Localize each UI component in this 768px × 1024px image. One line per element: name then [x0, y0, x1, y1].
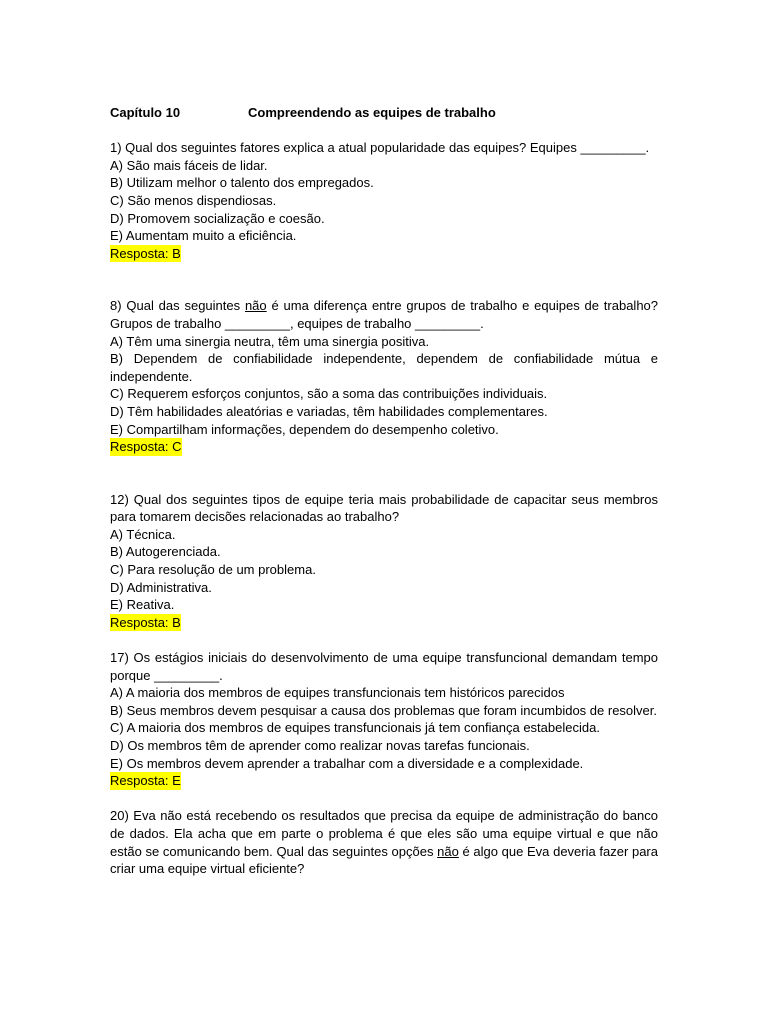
option-c: C) A maioria dos membros de equipes transfuncionais já tem confiança estabelecida.: [110, 720, 600, 736]
chapter-number: Capítulo 10: [110, 105, 181, 120]
question-20: [110, 807, 658, 877]
underlined-word: não: [244, 298, 267, 314]
question-text: 8) Qual das seguintes não é uma diferença entre grupos de trabalho e equipes de trabalho? Grupos de trabalho _________, equipes de trabalho _________.: [110, 298, 659, 331]
answer-highlight: Resposta: B: [110, 245, 181, 261]
question-1: [110, 139, 658, 262]
option-c: C) São menos dispendiosas.: [110, 192, 277, 208]
option-b: B) Dependem de confiabilidade independente, dependem de confiabilidade mútua e independente.: [110, 351, 658, 384]
option-d: D) Os membros têm de aprender como realizar novas tarefas funcionais.: [110, 738, 530, 753]
answer-highlight: Resposta: E: [110, 773, 181, 789]
option-e: E) Os membros devem aprender a trabalhar com a diversidade e a complexidade.: [110, 755, 584, 771]
answer-highlight: Resposta: B: [110, 614, 181, 630]
option-e: E) Compartilham informações, dependem do desempenho coletivo.: [110, 421, 499, 437]
option-a: A) Têm uma sinergia neutra, têm uma sinergia positiva.: [110, 333, 430, 349]
option-a: A) A maioria dos membros de equipes transfuncionais tem históricos parecidos: [110, 685, 565, 701]
chapter-heading: Compreendendo as equipes de trabalho: [248, 105, 496, 120]
question-8: [110, 297, 658, 455]
option-e: E) Aumentam muito a eficiência.: [110, 228, 297, 244]
underlined-word: não: [437, 843, 459, 859]
option-d: D) Administrativa.: [110, 579, 212, 595]
option-c: C) Requerem esforços conjuntos, são a soma das contribuições individuais.: [110, 386, 548, 402]
option-b: B) Seus membros devem pesquisar a causa dos problemas que foram incumbidos de resolver.: [110, 702, 657, 718]
option-b: B) Utilizam melhor o talento dos empregados.: [110, 175, 374, 191]
option-b: B) Autogerenciada.: [110, 544, 221, 560]
option-a: A) São mais fáceis de lidar.: [110, 157, 268, 173]
option-d: D) Têm habilidades aleatórias e variadas, têm habilidades complementares.: [110, 403, 548, 419]
question-text: 1) Qual dos seguintes fatores explica a atual popularidade das equipes? Equipes _________.: [110, 140, 650, 156]
option-e: E) Reativa.: [110, 597, 175, 613]
question-text: 20) Eva não está recebendo os resultados que precisa da equipe de administração do banco de dados. Ela acha que em parte o problema é que eles são uma equipe virtual e que não estão se comunicando bem. Qual das seguintes opções não é algo que Eva deveria fazer para criar uma equipe virtual eficiente?: [110, 808, 658, 877]
question-12: [110, 491, 658, 632]
question-17: [110, 649, 658, 790]
option-a: A) Técnica.: [110, 526, 176, 542]
question-text: 12) Qual dos seguintes tipos de equipe teria mais probabilidade de capacitar seus membros para tomarem decisões relacionadas ao trabalho?: [110, 491, 658, 525]
option-c: C) Para resolução de um problema.: [110, 562, 316, 578]
document-content: [110, 104, 658, 878]
answer-highlight: Resposta: C: [110, 439, 182, 455]
chapter-title: [110, 104, 658, 122]
option-d: D) Promovem socialização e coesão.: [110, 210, 325, 226]
question-text: 17) Os estágios iniciais do desenvolvimento de uma equipe transfuncional demandam tempo porque _________.: [110, 650, 658, 683]
